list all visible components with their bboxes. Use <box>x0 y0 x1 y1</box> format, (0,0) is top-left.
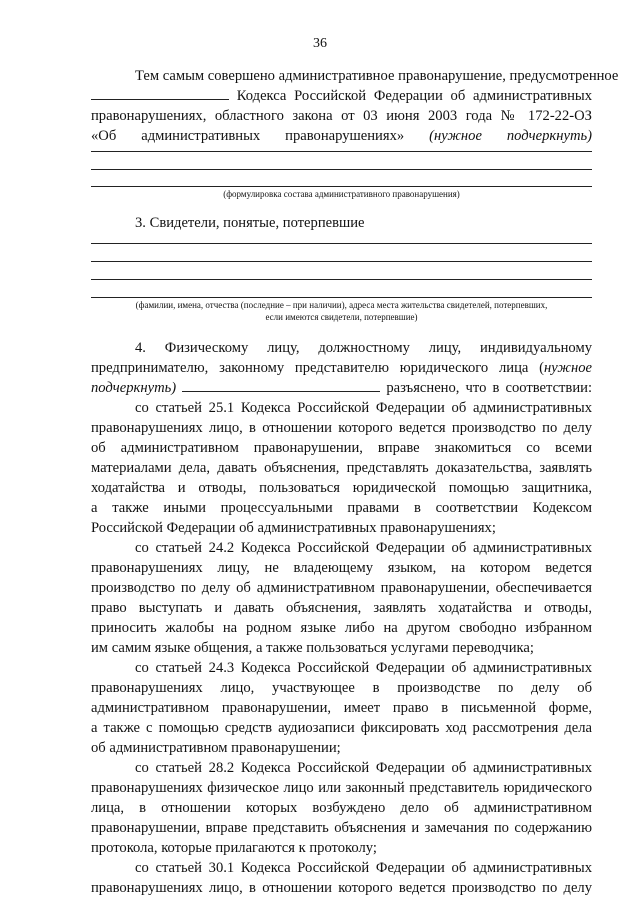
article-24-3-line: а также с помощью средств аудиозаписи фиксировать ход рассмотрения дела <box>91 720 592 736</box>
rights-intro-line-2-text: предпринимателю, законному представителю юридического лица ( <box>91 360 545 376</box>
witnesses-blank-line-4[interactable] <box>91 297 592 298</box>
article-25-1-line: а также иными процессуальными правами в соответствии Кодексом <box>91 500 592 516</box>
article-24-2-line: право выступать и давать объяснения, заявлять ходатайства и отводы, <box>91 600 592 616</box>
person-name-blank[interactable] <box>182 378 380 392</box>
article-24-2-line: приносить жалобы на родном языке либо на другом свободно избранном <box>91 620 592 636</box>
article-25-1-line: Российской Федерации об административных правонарушениях; <box>91 520 496 536</box>
article-28-2-line: лица, в отношении которых возбуждено дело об административном <box>91 800 592 816</box>
offense-line-4-italic: (нужное подчеркнуть) <box>429 128 592 144</box>
article-28-2-line: протокола, которые прилагаются к протоколу; <box>91 840 377 856</box>
offense-line-1: Тем самым совершено административное правонарушение, предусмотренное <box>135 68 619 84</box>
offense-blank-line-2[interactable] <box>91 169 592 170</box>
article-25-1-line: со статьей 25.1 Кодекса Российской Федерации об административных <box>135 400 592 416</box>
offense-caption: (формулировка состава административного правонарушения) <box>223 189 460 199</box>
offense-line-4-text: «Об административных правонарушениях» <box>91 128 405 144</box>
article-28-2-line: правонарушении, вправе представить объяснения и замечания по содержанию <box>91 820 592 836</box>
offense-blank-line-1[interactable] <box>91 151 592 152</box>
rights-intro-line-2 <box>91 358 592 378</box>
article-30-1-line: правонарушениях лицо, в отношении которого ведется производство по делу <box>91 880 592 896</box>
witnesses-heading: 3. Свидетели, понятые, потерпевшие <box>135 215 365 231</box>
rights-intro-line-1: 4. Физическому лицу, должностному лицу, индивидуальному <box>135 340 592 356</box>
article-24-2-line: со статьей 24.2 Кодекса Российской Федерации об административных <box>135 540 592 556</box>
witnesses-blank-line-3[interactable] <box>91 279 592 280</box>
article-25-1-line: ходатайства и отводы, пользоваться юридической помощью защитника, <box>91 480 592 496</box>
rights-intro-line-3-text: разъяснено, что в соответствии: <box>386 380 592 396</box>
rights-intro-line-3-italic: подчеркнуть) <box>91 380 177 396</box>
article-24-3-line: со статьей 24.3 Кодекса Российской Федерации об административных <box>135 660 592 676</box>
offense-blank-line-3[interactable] <box>91 186 592 187</box>
witnesses-blank-line-1[interactable] <box>91 243 592 244</box>
offense-line-2-text: Кодекса Российской Федерации об административных <box>236 88 592 104</box>
article-30-1-line: со статьей 30.1 Кодекса Российской Федерации об административных <box>135 860 592 876</box>
witnesses-caption-2: если имеются свидетели, потерпевшие) <box>265 312 418 322</box>
article-24-3-line: правонарушениях лицо, участвующее в производстве по делу об <box>91 680 592 696</box>
witnesses-blank-line-2[interactable] <box>91 261 592 262</box>
offense-line-4 <box>91 126 592 146</box>
offense-line-3: правонарушениях, областного закона от 03 июня 2003 года № 172-22-ОЗ <box>91 108 592 124</box>
article-25-1-line: правонарушениях лицо, в отношении которого ведется производство по делу <box>91 420 592 436</box>
article-24-2-line: производство по делу об административном правонарушении, обеспечивается <box>91 580 592 596</box>
law-article-blank[interactable] <box>91 86 229 100</box>
article-25-1-line: материалами дела, давать объяснения, представлять доказательства, заявлять <box>91 460 592 476</box>
rights-intro-line-3 <box>91 378 592 398</box>
article-24-3-line: об административном правонарушении; <box>91 740 341 756</box>
article-24-3-line: административном правонарушении, имеет право в письменной форме, <box>91 700 592 716</box>
witnesses-caption-1: (фамилии, имена, отчества (последние – при наличии), адреса места жительства свидетелей, потерпевших, <box>135 300 548 310</box>
article-25-1-line: об административном правонарушении, вправе знакомиться со всеми <box>91 440 592 456</box>
article-24-2-line: правонарушениях лицу, не владеющему языком, на котором ведется <box>91 560 592 576</box>
article-28-2-line: со статьей 28.2 Кодекса Российской Федерации об административных <box>135 760 592 776</box>
rights-intro-line-2-italic: нужное <box>544 360 592 376</box>
article-24-2-line: им самим языке общения, а также пользоваться услугами переводчика; <box>91 640 534 656</box>
offense-line-2 <box>91 86 592 106</box>
page-number: 36 <box>313 36 327 51</box>
article-28-2-line: правонарушениях физическое лицо или законный представитель юридического <box>91 780 592 796</box>
